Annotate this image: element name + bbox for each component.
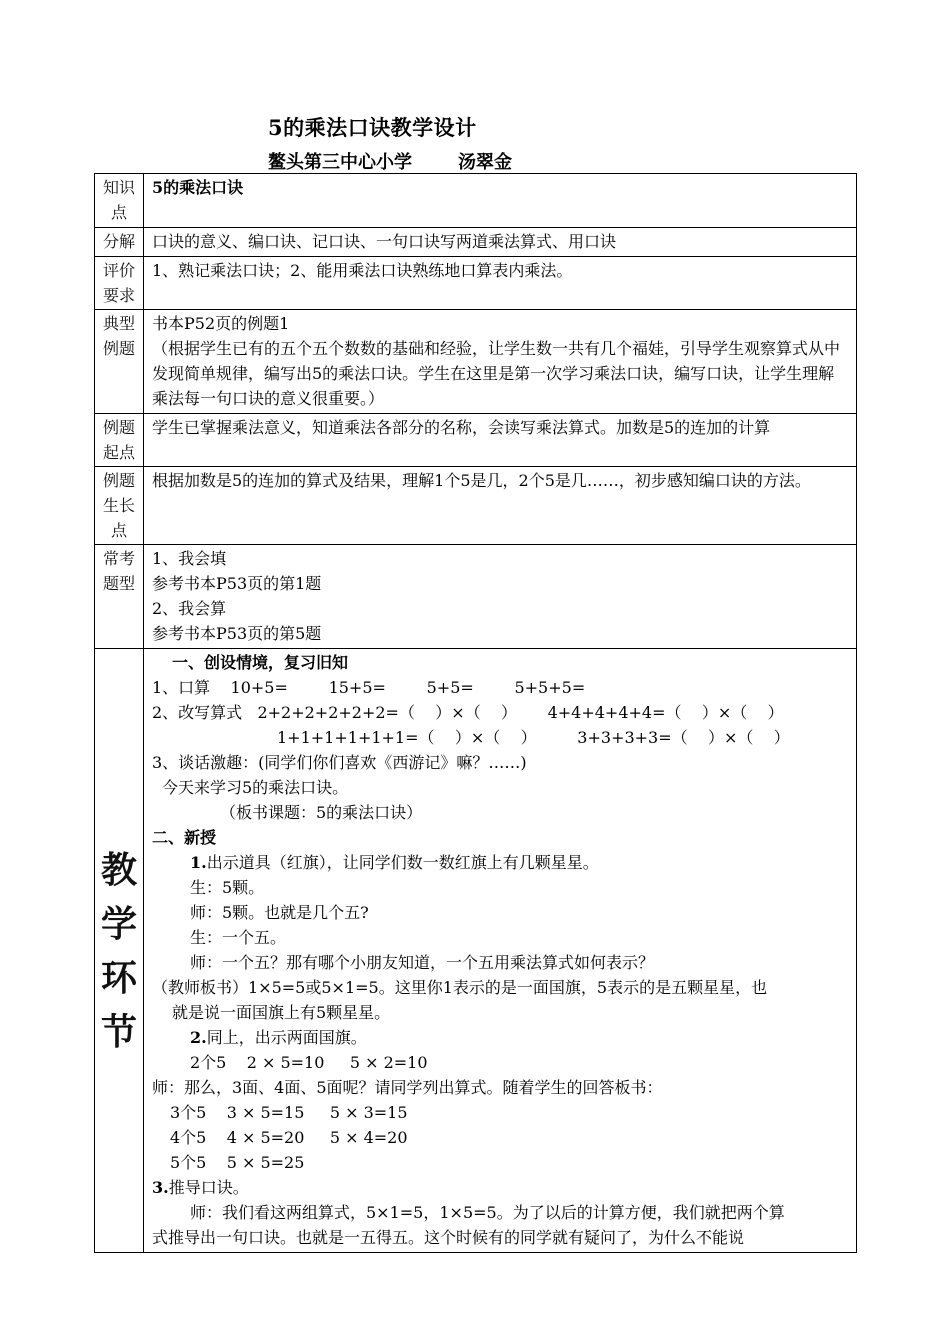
equation-line: 5个5 5 × 5=25 <box>170 1153 305 1172</box>
dialogue-line: 师：那么，3面、4面、5面呢？请同学列出算式。随着学生的回答板书： <box>152 1078 663 1097</box>
lesson-plan-table <box>94 173 857 1253</box>
teaching-section-label <box>95 649 144 1253</box>
step-text: 推导口诀。 <box>168 1178 249 1197</box>
step-text: 同上，出示两面国旗。 <box>206 1028 367 1047</box>
equation-line: 3个5 3 × 5=15 5 × 3=15 <box>170 1103 408 1122</box>
table-row <box>95 228 857 257</box>
row-content-evaluation: 1、熟记乘法口诀；2、能用乘法口诀熟练地口算表内乘法。 <box>144 257 857 310</box>
oral-calculation-line: 1、口算 10+5= 15+5= 5+5= 5+5+5= <box>152 678 586 697</box>
step-text: 出示道具（红旗），让同学们数一数红旗上有几颗星星。 <box>206 853 599 872</box>
row-content-growth-point: 根据加数是5的连加的算式及结果，理解1个5是几，2个5是几……，初步感知编口诀的方法。 <box>144 467 857 545</box>
rewrite-expression-line: 2、改写算式 2+2+2+2+2+2=（ ）×（ ） 4+4+4+4+4=（ ）×（ ） <box>152 703 784 722</box>
step-number: 3. <box>152 1178 169 1197</box>
section-heading-review: 一、创设情境，复习旧知 <box>172 653 349 672</box>
row-label-example: 典型例题 <box>95 310 144 414</box>
board-title-line: （板书课题：5的乘法口诀） <box>220 803 423 822</box>
step-line <box>152 1175 850 1200</box>
step-line <box>152 850 850 875</box>
equation-line: 4个5 4 × 5=20 5 × 4=20 <box>170 1128 408 1147</box>
row-content-breakdown: 口诀的意义、编口诀、记口诀、一句口诀写两道乘法算式、用口诀 <box>144 228 857 257</box>
row-content-start-point: 学生已掌握乘法意义，知道乘法各部分的名称，会读写乘法算式。加数是5的连加的计算 <box>144 414 857 467</box>
question-line: 1、我会填 <box>152 549 227 568</box>
table-row <box>95 414 857 467</box>
rewrite-expression-line: 1+1+1+1+1+1=（ ）×（ ） 3+3+3+3=（ ）×（ ） <box>277 728 790 747</box>
question-line: 2、我会算 <box>152 599 227 618</box>
row-label-breakdown: 分解 <box>95 228 144 257</box>
example-reference: 书本P52页的例题1 <box>152 314 290 333</box>
table-row <box>95 257 857 310</box>
question-line: 参考书本P53页的第5题 <box>152 624 322 643</box>
step-number: 2. <box>190 1028 207 1047</box>
table-row <box>95 649 857 1253</box>
step-number: 1. <box>190 853 207 872</box>
dialogue-line: 师：我们看这两组算式，5×1=5，1×5=5。为了以后的计算方便，我们就把两个算 <box>190 1203 785 1222</box>
question-line: 参考书本P53页的第1题 <box>152 574 322 593</box>
dialogue-line: 师：5颗。也就是几个五? <box>190 903 369 922</box>
row-label-growth-point: 例题生长点 <box>95 467 144 545</box>
step-line <box>152 1025 850 1050</box>
dialogue-line: 式推导出一句口诀。也就是一五得五。这个时候有的同学就有疑问了，为什么不能说 <box>152 1228 745 1247</box>
dialogue-line: 生：一个五。 <box>190 928 287 947</box>
table-row <box>95 310 857 414</box>
dialogue-line: 师：一个五？那有哪个小朋友知道，一个五用乘法算式如何表示？ <box>190 953 655 972</box>
interest-line: 3、谈话激趣：(同学们你们喜欢《西游记》嘛？……) <box>152 753 527 772</box>
teaching-label-char: 教 <box>100 848 137 891</box>
equation-line: 2个5 2 × 5=10 5 × 2=10 <box>190 1053 428 1072</box>
school-name: 鳌头第三中心小学 <box>268 152 412 173</box>
author-name: 汤翠金 <box>458 152 512 173</box>
row-label-knowledge: 知识点 <box>95 174 144 228</box>
teaching-content <box>144 649 857 1253</box>
row-content-knowledge <box>144 174 857 228</box>
lesson-intro-line: 今天来学习5的乘法口诀。 <box>162 778 349 797</box>
table-row <box>95 174 857 228</box>
row-content-common-questions <box>144 545 857 649</box>
dialogue-line: 生：5颗。 <box>190 878 265 897</box>
example-description: （根据学生已有的五个五个数数的基础和经验，让学生数一共有几个福娃，引导学生观察算式从中发现简单规律，编写出5的乘法口诀。学生在这里是第一次学习乘法口诀，编写口诀，让学生理解乘法每一句口诀的意义很重要。） <box>152 339 841 408</box>
row-label-start-point: 例题起点 <box>95 414 144 467</box>
dialogue-line: 就是说一面国旗上有5颗星星。 <box>172 1003 391 1022</box>
teaching-label-char: 学 <box>100 902 137 945</box>
table-row <box>95 545 857 649</box>
teaching-label-char: 节 <box>100 1010 137 1053</box>
document-title: 5的乘法口诀教学设计 <box>268 115 477 140</box>
row-label-evaluation: 评价要求 <box>95 257 144 310</box>
table-row <box>95 467 857 545</box>
teaching-label-char: 环 <box>100 956 137 999</box>
row-label-common-questions: 常考题型 <box>95 545 144 649</box>
section-heading-new: 二、新授 <box>152 828 217 847</box>
document-subtitle <box>268 148 512 174</box>
dialogue-line: （教师板书）1×5=5或5×1=5。这里你1表示的是一面国旗，5表示的是五颗星星，也 <box>152 978 768 997</box>
knowledge-point: 5的乘法口诀 <box>152 178 244 197</box>
row-content-example <box>144 310 857 414</box>
